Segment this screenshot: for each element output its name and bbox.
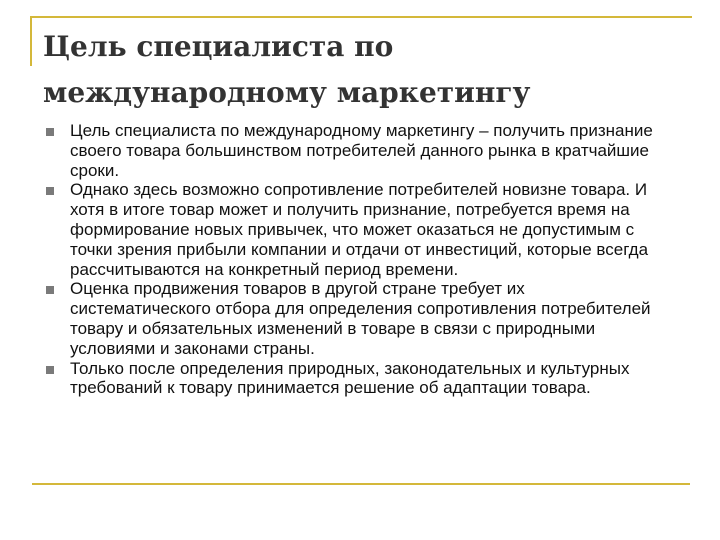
- bullet-item: [44, 359, 664, 399]
- square-bullet-icon: [46, 128, 54, 136]
- bottom-rule: [32, 483, 690, 485]
- bullet-text: Оценка продвижения товаров в другой стране требует их систематического отбора для определения сопротивления потребителей товару и обязательных изменений в товаре в связи с природными условиями и законами страны.: [70, 279, 651, 358]
- square-bullet-icon: [46, 366, 54, 374]
- bullet-text: Однако здесь возможно сопротивление потребителей новизне товара. И хотя в итоге товар может и получить признание, потребуется время на формирование новых привычек, что может оказаться не допустимым с точки зрения прибыли компании и отдачи от инвестиций, которые всегда рассчитываются на конкретный период времени.: [70, 180, 649, 279]
- bullet-list: [44, 121, 664, 398]
- left-rule: [30, 16, 32, 66]
- bullet-item: [44, 121, 664, 180]
- bullet-text: Только после определения природных, законодательных и культурных требований к товару принимается решение об адаптации товара.: [70, 358, 630, 398]
- square-bullet-icon: [46, 286, 54, 294]
- bullet-item: [44, 180, 664, 279]
- top-rule: [30, 16, 692, 18]
- square-bullet-icon: [46, 187, 54, 195]
- bullet-item: [44, 279, 664, 358]
- bullet-text: Цель специалиста по международному маркетингу – получить признание своего товара большинством потребителей данного рынка в кратчайшие сроки.: [70, 121, 653, 180]
- slide-title: Цель специалиста по международному маркетингу: [43, 30, 531, 109]
